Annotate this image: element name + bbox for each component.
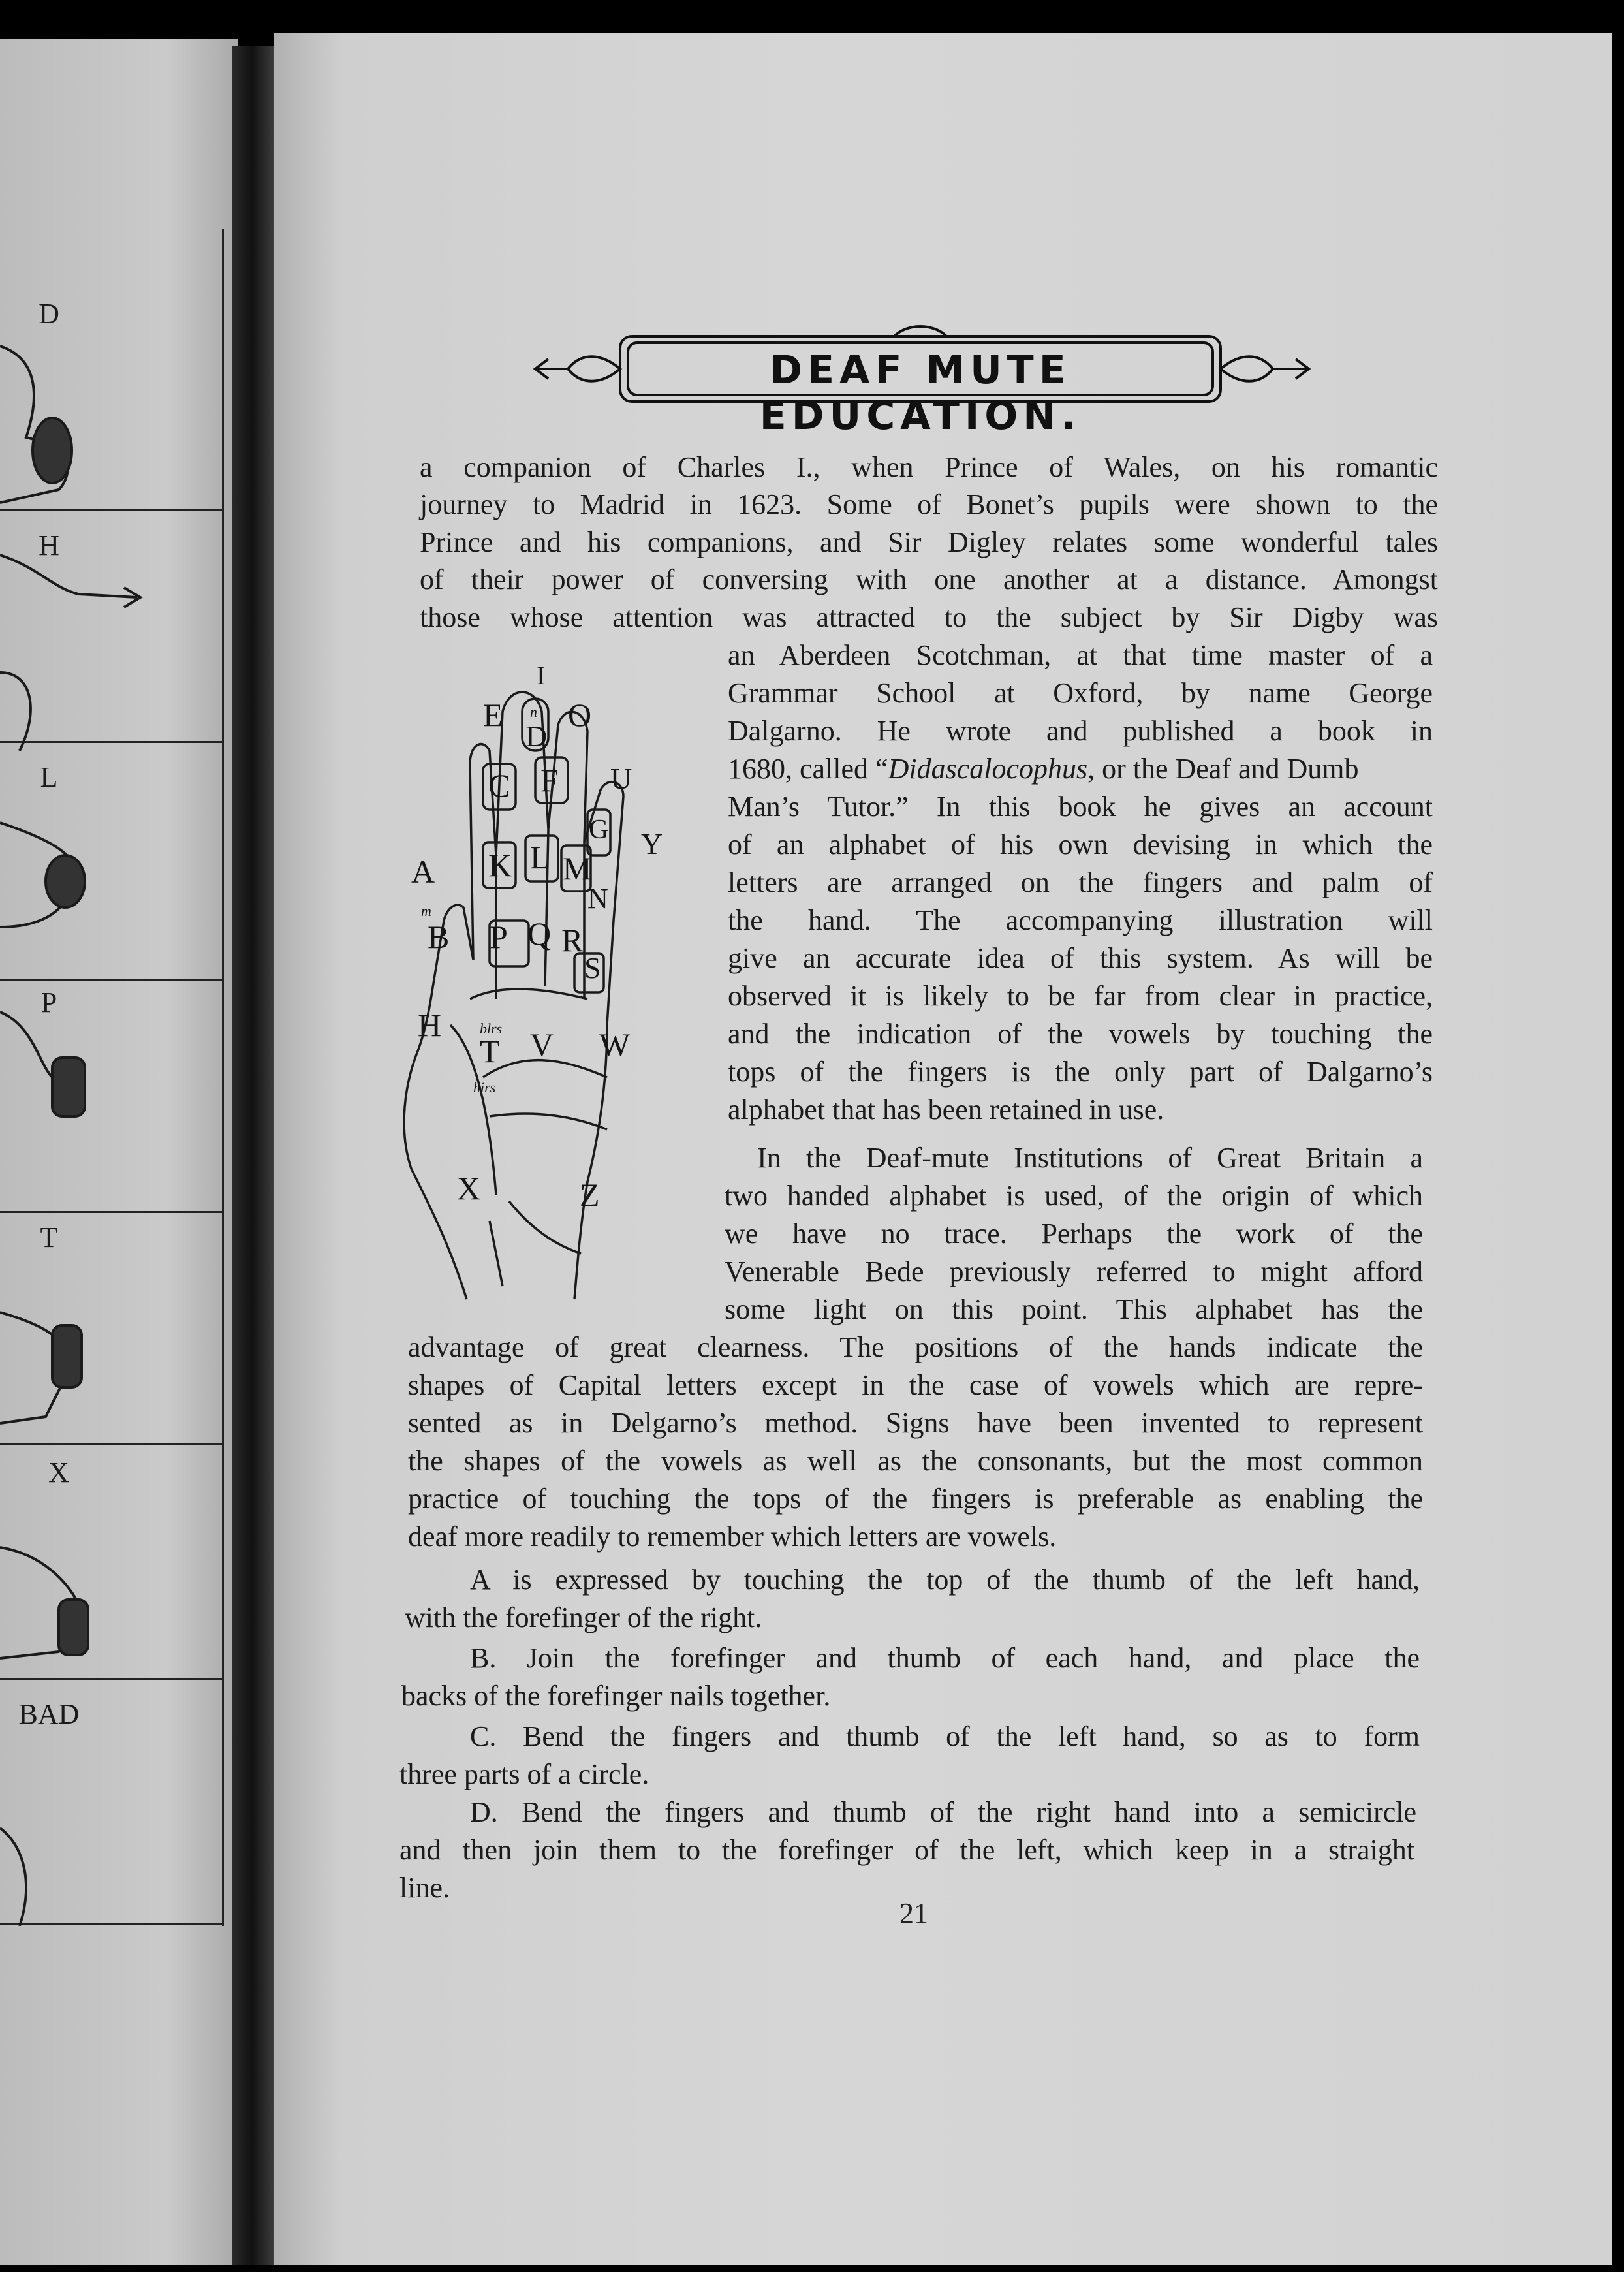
hand-letter: G [589,815,609,845]
text-line: give an accurate idea of this system. As will be [728,942,1433,974]
hand-small-label: hirs [473,1079,496,1096]
running-header: DEAF MUTE EDUCATION. [759,347,1082,439]
text-line: practice of touching the tops of the fingers is preferable as enabling the [408,1483,1423,1515]
text-line: Venerable Bede previously referred to might afford [725,1255,1423,1287]
hand-outline [392,659,679,1306]
hand-letter: Z [580,1176,600,1213]
text-line: Dalgarno. He wrote and published a book in [728,715,1433,747]
text-line: with the forefinger of the right. [405,1601,762,1633]
hand-letter: T [480,1033,500,1069]
text-line: a companion of Charles I., when Prince of Wales, on his romantic [420,451,1438,483]
text-line: those whose attention was attracted to the subject by Sir Digby was [420,601,1438,633]
left-page-border [222,229,224,1926]
text-line: two handed alphabet is used, of the origin of which [725,1180,1423,1212]
hand-letter: O [568,697,592,733]
sign-label-d: D [39,298,59,330]
text-line: tops of the fingers is the only part of Dalgarno’s [728,1056,1433,1088]
hand-letter: Q [527,915,552,952]
text-line: and then join them to the forefinger of the left, which keep in a straight [399,1834,1414,1866]
hand-small-label: blrs [480,1020,503,1037]
hand-letter: n [530,704,537,720]
text-line: line. [399,1872,450,1904]
text-line: letters are arranged on the fingers and palm of [728,866,1433,898]
hand-letter: F [540,762,559,798]
text-line: of an alphabet of his own devising in which the [728,828,1433,860]
hand-letter: D [525,719,548,753]
sign-label-bad: BAD [18,1698,80,1730]
dalgarno-hand-figure [392,659,679,1306]
hand-letter: A [411,853,435,890]
hand-letter: K [488,847,512,883]
hand-letter: I [537,661,546,690]
text-line: of their power of conversing with one another at a distance. Amongst [420,563,1438,595]
text-line: Prince and his companions, and Sir Digley relates some wonderful tales [420,526,1438,558]
hand-letter: N [587,883,608,915]
sign-label-p: P [40,986,57,1018]
header-banner [529,307,1319,439]
hand-letter: M [563,850,592,887]
hand-letter: B [428,919,450,955]
text-line: and the indication of the vowels by touching the [728,1018,1433,1050]
text-line: the hand. The accompanying illustration will [728,904,1433,936]
text-line: journey to Madrid in 1623. Some of Bonet’s pupils were shown to the [420,488,1438,520]
sign-label-h: H [39,529,59,561]
hand-letter: Y [641,827,663,860]
text-line: we have no trace. Perhaps the work of the [725,1218,1423,1250]
text-line: the shapes of the vowels as well as the consonants, but the most common [408,1445,1423,1477]
hand-letter: E [483,697,503,733]
text-line: three parts of a circle. [399,1758,649,1790]
text-line: A is expressed by touching the top of the thumb of the left hand, [470,1564,1420,1596]
text-line: sented as in Delgarno’s method. Signs have been invented to represent [408,1407,1423,1439]
hand-letter: H [418,1007,442,1043]
hand-letter: m [421,903,431,919]
text-line: some light on this point. This alphabet has the [725,1293,1423,1325]
text-line: Man’s Tutor.” In this book he gives an account [728,791,1433,823]
text-line: In the Deaf-mute Institutions of Great Britain a [757,1142,1423,1174]
hand-letter: P [490,919,508,955]
hand-letter: U [610,762,632,795]
text-line: D. Bend the fingers and thumb of the right hand into a semicircle [470,1796,1416,1828]
hand-letter: V [530,1026,554,1063]
hand-letter: X [457,1170,481,1207]
page-number: 21 [899,1897,928,1929]
hand-letter: W [599,1026,631,1063]
text-line: Grammar School at Oxford, by name George [728,677,1433,709]
text-line: observed it is likely to be far from clear in practice, [728,980,1433,1012]
hand-letter: S [584,951,601,985]
text-line: B. Join the forefinger and thumb of each hand, and place the [470,1642,1420,1674]
text-line: shapes of Capital letters except in the case of vowels which are repre- [408,1369,1423,1401]
text-line: an Aberdeen Scotchman, at that time master of a [728,639,1433,671]
text-line: 1680, called “Didascalocophus, or the Deaf and Dumb [728,753,1359,785]
text-line: advantage of great clearness. The positions of the hands indicate the [408,1331,1423,1363]
hand-letter: L [530,839,550,876]
text-line: backs of the forefinger nails together. [401,1680,831,1712]
text-line: deaf more readily to remember which letters are vowels. [408,1521,1057,1553]
sign-label-x: X [48,1457,69,1489]
text-line: C. Bend the fingers and thumb of the left hand, so as to form [470,1720,1420,1752]
hand-sign-illustrations [0,307,222,1926]
sign-label-l: L [40,761,58,793]
hand-letter: C [488,767,510,804]
sign-label-t: T [40,1222,58,1254]
text-line: alphabet that has been retained in use. [728,1094,1164,1126]
book-title-italic: Didascalocophus [888,753,1088,785]
hand-letter: R [561,922,584,958]
